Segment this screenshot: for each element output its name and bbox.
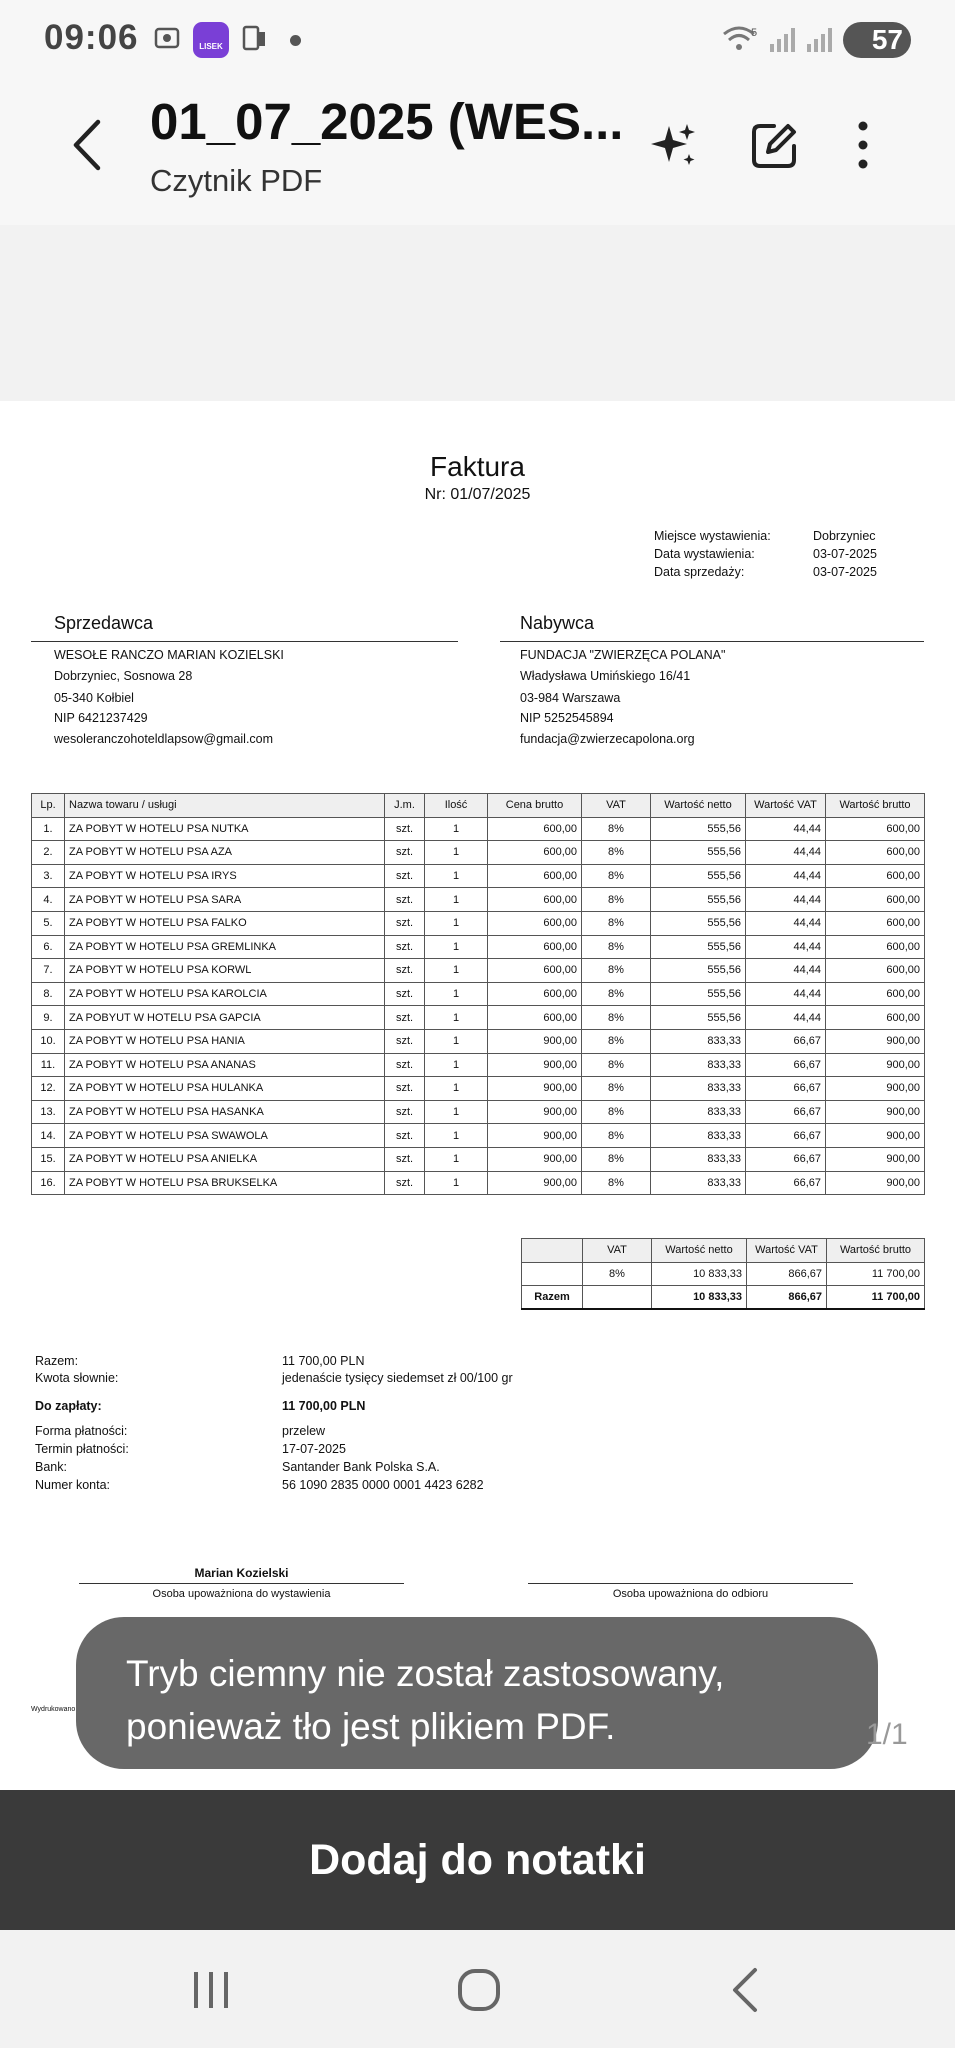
page-indicator: 1/1	[866, 1718, 908, 1751]
screenshot-icon	[153, 24, 181, 52]
item-cell: 1	[425, 864, 488, 888]
item-cell: ZA POBYT W HOTELU PSA HULANKA	[65, 1077, 385, 1101]
summary-col-header: Wartość VAT	[747, 1239, 827, 1263]
ai-sparkle-icon[interactable]	[647, 118, 701, 172]
summary-cell	[522, 1262, 583, 1286]
item-cell: szt.	[385, 959, 425, 983]
item-row	[32, 1006, 925, 1030]
item-cell: 600,00	[488, 911, 582, 935]
summary-header-row	[522, 1239, 925, 1263]
item-cell: 833,33	[651, 1147, 746, 1171]
seller-line: 05-340 Kołbiel	[54, 691, 134, 705]
invoice-title: Faktura	[430, 451, 525, 482]
item-cell: 1	[425, 1124, 488, 1148]
receiver-signature-line	[528, 1583, 853, 1584]
payment-label: Kwota słownie:	[35, 1371, 119, 1385]
col-header: VAT	[582, 794, 651, 818]
item-cell: 555,56	[651, 959, 746, 983]
item-cell: 900,00	[488, 1029, 582, 1053]
seller-line: WESOŁE RANCZO MARIAN KOZIELSKI	[54, 648, 284, 662]
item-row	[32, 864, 925, 888]
col-header: Wartość VAT	[746, 794, 826, 818]
item-cell: 900,00	[826, 1171, 925, 1195]
item-cell: 900,00	[488, 1147, 582, 1171]
summary-cell: 11 700,00	[827, 1262, 925, 1286]
item-cell: 8%	[582, 841, 651, 865]
payment-label: Forma płatności:	[35, 1424, 128, 1438]
item-cell: szt.	[385, 1029, 425, 1053]
buyer-line: FUNDACJA "ZWIERZĘCA POLANA"	[520, 648, 726, 662]
issuer-signature-line	[79, 1583, 404, 1584]
payment-label: Numer konta:	[35, 1478, 111, 1492]
item-cell: ZA POBYT W HOTELU PSA HANIA	[65, 1029, 385, 1053]
item-row	[32, 1147, 925, 1171]
item-cell: 44,44	[746, 959, 826, 983]
item-cell: 66,67	[746, 1147, 826, 1171]
summary-total-cell: 10 833,33	[652, 1286, 747, 1310]
signal-icon	[768, 26, 798, 54]
item-cell: 1	[425, 911, 488, 935]
payment-value: 11 700,00 PLN	[282, 1354, 365, 1368]
item-cell: 600,00	[826, 817, 925, 841]
payment-label: Razem:	[35, 1354, 79, 1368]
seller-rule	[31, 641, 458, 642]
vat-summary-table	[521, 1238, 925, 1310]
item-cell: 8%	[582, 1006, 651, 1030]
item-cell: 1	[425, 1100, 488, 1124]
item-cell: 44,44	[746, 982, 826, 1006]
item-cell: 600,00	[826, 1006, 925, 1030]
seller-heading: Sprzedawca	[54, 613, 154, 633]
item-cell: 66,67	[746, 1029, 826, 1053]
item-cell: 2.	[32, 841, 65, 865]
item-cell: szt.	[385, 864, 425, 888]
wifi-icon	[722, 24, 762, 56]
item-cell: 833,33	[651, 1053, 746, 1077]
item-cell: 900,00	[826, 1029, 925, 1053]
item-cell: 833,33	[651, 1100, 746, 1124]
item-cell: 1	[425, 1077, 488, 1101]
home-button[interactable]	[449, 1960, 509, 2020]
item-cell: 8%	[582, 888, 651, 912]
item-cell: 833,33	[651, 1077, 746, 1101]
item-cell: ZA POBYT W HOTELU PSA AZA	[65, 841, 385, 865]
item-cell: 5.	[32, 911, 65, 935]
item-cell: 600,00	[488, 1006, 582, 1030]
item-cell: 9.	[32, 1006, 65, 1030]
item-cell: 44,44	[746, 911, 826, 935]
item-cell: 600,00	[826, 935, 925, 959]
item-cell: 555,56	[651, 982, 746, 1006]
item-cell: 66,67	[746, 1077, 826, 1101]
summary-total-cell: Razem	[522, 1286, 583, 1310]
item-cell: 1	[425, 1147, 488, 1171]
item-cell: szt.	[385, 1006, 425, 1030]
payment-value: jedenaście tysięcy siedemset zł 00/100 gr	[282, 1371, 513, 1385]
item-cell: szt.	[385, 1100, 425, 1124]
issuer-name: Marian Kozielski	[194, 1566, 289, 1580]
item-cell: ZA POBYT W HOTELU PSA SWAWOLA	[65, 1124, 385, 1148]
summary-col-header: Wartość brutto	[827, 1239, 925, 1263]
item-cell: 8%	[582, 935, 651, 959]
item-cell: ZA POBYT W HOTELU PSA KORWL	[65, 959, 385, 983]
summary-cell: 866,67	[747, 1262, 827, 1286]
item-cell: 16.	[32, 1171, 65, 1195]
item-row	[32, 1124, 925, 1148]
item-cell: 6.	[32, 935, 65, 959]
item-cell: 1	[425, 841, 488, 865]
payment-label: Termin płatności:	[35, 1442, 129, 1456]
item-row	[32, 1100, 925, 1124]
item-cell: 555,56	[651, 864, 746, 888]
seller-line: wesoleranczohoteldlapsow@gmail.com	[54, 732, 274, 746]
item-cell: 555,56	[651, 935, 746, 959]
item-cell: ZA POBYUT W HOTELU PSA GAPCIA	[65, 1006, 385, 1030]
item-cell: 8%	[582, 1100, 651, 1124]
seller-line: Dobrzyniec, Sosnowa 28	[54, 669, 193, 683]
item-cell: 44,44	[746, 935, 826, 959]
summary-col-header: Wartość netto	[652, 1239, 747, 1263]
item-row	[32, 1053, 925, 1077]
item-cell: 8%	[582, 1053, 651, 1077]
item-row	[32, 959, 925, 983]
item-cell: 600,00	[826, 982, 925, 1006]
item-cell: szt.	[385, 1124, 425, 1148]
item-cell: 900,00	[488, 1171, 582, 1195]
item-cell: 1	[425, 935, 488, 959]
item-row	[32, 1171, 925, 1195]
signal-icon-2	[805, 26, 835, 54]
item-cell: 3.	[32, 864, 65, 888]
nav-back-button[interactable]	[717, 1960, 777, 2020]
item-cell: 1	[425, 959, 488, 983]
item-cell: ZA POBYT W HOTELU PSA SARA	[65, 888, 385, 912]
item-cell: 4.	[32, 888, 65, 912]
buyer-line: fundacja@zwierzecapolona.org	[520, 732, 695, 746]
item-cell: ZA POBYT W HOTELU PSA ANANAS	[65, 1053, 385, 1077]
item-cell: ZA POBYT W HOTELU PSA ANIELKA	[65, 1147, 385, 1171]
col-header: Wartość netto	[651, 794, 746, 818]
item-cell: 13.	[32, 1100, 65, 1124]
item-cell: 8%	[582, 1147, 651, 1171]
summary-total-cell: 866,67	[747, 1286, 827, 1310]
item-cell: 600,00	[488, 982, 582, 1006]
summary-row	[522, 1262, 925, 1286]
item-cell: 600,00	[826, 959, 925, 983]
buyer-rule	[500, 641, 924, 642]
item-cell: 8%	[582, 1077, 651, 1101]
item-cell: szt.	[385, 982, 425, 1006]
item-cell: szt.	[385, 1171, 425, 1195]
buyer-line: Władysława Umińskiego 16/41	[520, 669, 691, 683]
item-cell: 555,56	[651, 841, 746, 865]
item-cell: 1	[425, 1029, 488, 1053]
buyer-heading: Nabywca	[520, 613, 595, 633]
recent-apps-button[interactable]	[181, 1960, 241, 2020]
issuer-caption: Osoba upoważniona do wystawienia	[152, 1588, 331, 1600]
item-cell: 8%	[582, 911, 651, 935]
payment-value: 11 700,00 PLN	[282, 1399, 366, 1413]
item-cell: 8%	[582, 959, 651, 983]
item-cell: szt.	[385, 1053, 425, 1077]
item-cell: 44,44	[746, 817, 826, 841]
meta-value: 03-07-2025	[813, 547, 877, 561]
col-header: J.m.	[385, 794, 425, 818]
item-cell: 7.	[32, 959, 65, 983]
item-cell: ZA POBYT W HOTELU PSA HASANKA	[65, 1100, 385, 1124]
item-cell: ZA POBYT W HOTELU PSA BRUKSELKA	[65, 1171, 385, 1195]
meta-label: Data wystawienia:	[654, 547, 755, 561]
item-cell: 833,33	[651, 1029, 746, 1053]
item-cell: szt.	[385, 817, 425, 841]
item-cell: 1	[425, 1053, 488, 1077]
item-cell: 600,00	[488, 864, 582, 888]
document-title: 01_07_2025 (WES...	[150, 93, 624, 150]
item-cell: 600,00	[488, 888, 582, 912]
payment-label: Do zapłaty:	[35, 1399, 102, 1413]
item-row	[32, 935, 925, 959]
item-cell: 600,00	[488, 935, 582, 959]
svg-text:5: 5	[751, 27, 758, 39]
item-row	[32, 911, 925, 935]
item-cell: 8%	[582, 982, 651, 1006]
payment-value: 17-07-2025	[282, 1442, 346, 1456]
col-header: Ilość	[425, 794, 488, 818]
back-button[interactable]	[60, 100, 120, 190]
summary-total-cell	[583, 1286, 652, 1310]
item-cell: 1.	[32, 817, 65, 841]
item-cell: ZA POBYT W HOTELU PSA FALKO	[65, 911, 385, 935]
items-header-row	[32, 794, 925, 818]
app-subtitle: Czytnik PDF	[150, 163, 323, 198]
item-cell: 12.	[32, 1077, 65, 1101]
receiver-caption: Osoba upoważniona do odbioru	[612, 1588, 769, 1600]
item-cell: 600,00	[826, 841, 925, 865]
item-cell: 900,00	[826, 1053, 925, 1077]
item-row	[32, 888, 925, 912]
item-cell: 1	[425, 817, 488, 841]
payment-value: Santander Bank Polska S.A.	[282, 1460, 440, 1474]
col-header: Lp.	[32, 794, 65, 818]
lisek-app-icon: LISEK	[193, 22, 229, 58]
col-header: Wartość brutto	[826, 794, 925, 818]
seller-line: NIP 6421237429	[54, 711, 148, 725]
item-cell: 600,00	[488, 841, 582, 865]
item-cell: 11.	[32, 1053, 65, 1077]
item-cell: 555,56	[651, 888, 746, 912]
item-cell: 555,56	[651, 911, 746, 935]
item-cell: szt.	[385, 911, 425, 935]
item-cell: 14.	[32, 1124, 65, 1148]
item-row	[32, 1029, 925, 1053]
payment-value: 56 1090 2835 0000 0001 4423 6282	[282, 1478, 484, 1492]
item-cell: 44,44	[746, 888, 826, 912]
item-cell: 44,44	[746, 1006, 826, 1030]
item-cell: 900,00	[826, 1147, 925, 1171]
item-cell: 44,44	[746, 841, 826, 865]
summary-col-header	[522, 1239, 583, 1263]
more-options-icon[interactable]	[836, 118, 890, 172]
footer-note: Wydrukowano	[31, 1706, 76, 1713]
meta-value: Dobrzyniec	[813, 529, 876, 543]
payment-value: przelew	[282, 1424, 326, 1438]
meta-label: Miejsce wystawienia:	[654, 529, 771, 543]
item-cell: 10.	[32, 1029, 65, 1053]
meta-label: Data sprzedaży:	[654, 565, 745, 579]
battery-indicator: 57	[843, 22, 911, 58]
invoice-number: Nr: 01/07/2025	[424, 486, 531, 503]
item-cell: 900,00	[826, 1077, 925, 1101]
item-cell: 8%	[582, 817, 651, 841]
item-cell: 66,67	[746, 1053, 826, 1077]
item-cell: 900,00	[826, 1100, 925, 1124]
item-cell: 1	[425, 1006, 488, 1030]
status-time: 09:06	[44, 18, 139, 57]
col-header: Nazwa towaru / usługi	[65, 794, 385, 818]
summary-cell: 8%	[583, 1262, 652, 1286]
item-cell: 833,33	[651, 1171, 746, 1195]
item-cell: 1	[425, 982, 488, 1006]
edit-icon[interactable]	[748, 118, 802, 172]
item-cell: 66,67	[746, 1100, 826, 1124]
item-cell: szt.	[385, 1147, 425, 1171]
item-cell: 900,00	[826, 1124, 925, 1148]
item-cell: 900,00	[488, 1100, 582, 1124]
item-cell: 8%	[582, 864, 651, 888]
item-cell: 8%	[582, 1029, 651, 1053]
item-cell: 44,44	[746, 864, 826, 888]
summary-total-cell: 11 700,00	[827, 1286, 925, 1310]
item-cell: 1	[425, 888, 488, 912]
summary-cell: 10 833,33	[652, 1262, 747, 1286]
item-cell: 900,00	[488, 1124, 582, 1148]
item-row	[32, 982, 925, 1006]
items-table	[31, 793, 925, 1195]
item-cell: 600,00	[488, 817, 582, 841]
item-cell: 8%	[582, 1171, 651, 1195]
item-cell: 15.	[32, 1147, 65, 1171]
item-cell: 8.	[32, 982, 65, 1006]
item-cell: 900,00	[488, 1077, 582, 1101]
item-cell: 8%	[582, 1124, 651, 1148]
meta-value: 03-07-2025	[813, 565, 877, 579]
buyer-line: NIP 5252545894	[520, 711, 614, 725]
item-cell: 600,00	[488, 959, 582, 983]
item-cell: 600,00	[826, 911, 925, 935]
summary-total-row	[522, 1286, 925, 1310]
item-row	[32, 1077, 925, 1101]
toast-message: Tryb ciemny nie został zastosowany, ponieważ tło jest plikiem PDF.	[126, 1653, 725, 1747]
item-cell: 900,00	[488, 1053, 582, 1077]
item-cell: 555,56	[651, 817, 746, 841]
item-cell: 66,67	[746, 1124, 826, 1148]
device-icon	[240, 24, 268, 52]
item-cell: 600,00	[826, 888, 925, 912]
item-cell: ZA POBYT W HOTELU PSA KAROLCIA	[65, 982, 385, 1006]
notification-dot-icon	[290, 35, 301, 46]
dark-mode-toast	[76, 1617, 878, 1769]
item-cell: 1	[425, 1171, 488, 1195]
item-cell: 66,67	[746, 1171, 826, 1195]
item-cell: 600,00	[826, 864, 925, 888]
item-cell: 833,33	[651, 1124, 746, 1148]
col-header: Cena brutto	[488, 794, 582, 818]
item-cell: ZA POBYT W HOTELU PSA IRYS	[65, 864, 385, 888]
item-row	[32, 817, 925, 841]
item-cell: szt.	[385, 841, 425, 865]
item-cell: szt.	[385, 888, 425, 912]
payment-label: Bank:	[35, 1460, 67, 1474]
item-cell: szt.	[385, 935, 425, 959]
item-cell: szt.	[385, 1077, 425, 1101]
buyer-line: 03-984 Warszawa	[520, 691, 621, 705]
item-cell: ZA POBYT W HOTELU PSA GREMLINKA	[65, 935, 385, 959]
summary-col-header: VAT	[583, 1239, 652, 1263]
item-cell: ZA POBYT W HOTELU PSA NUTKA	[65, 817, 385, 841]
item-cell: 555,56	[651, 1006, 746, 1030]
item-row	[32, 841, 925, 865]
add-to-note-button[interactable]: Dodaj do notatki	[0, 1790, 955, 1930]
